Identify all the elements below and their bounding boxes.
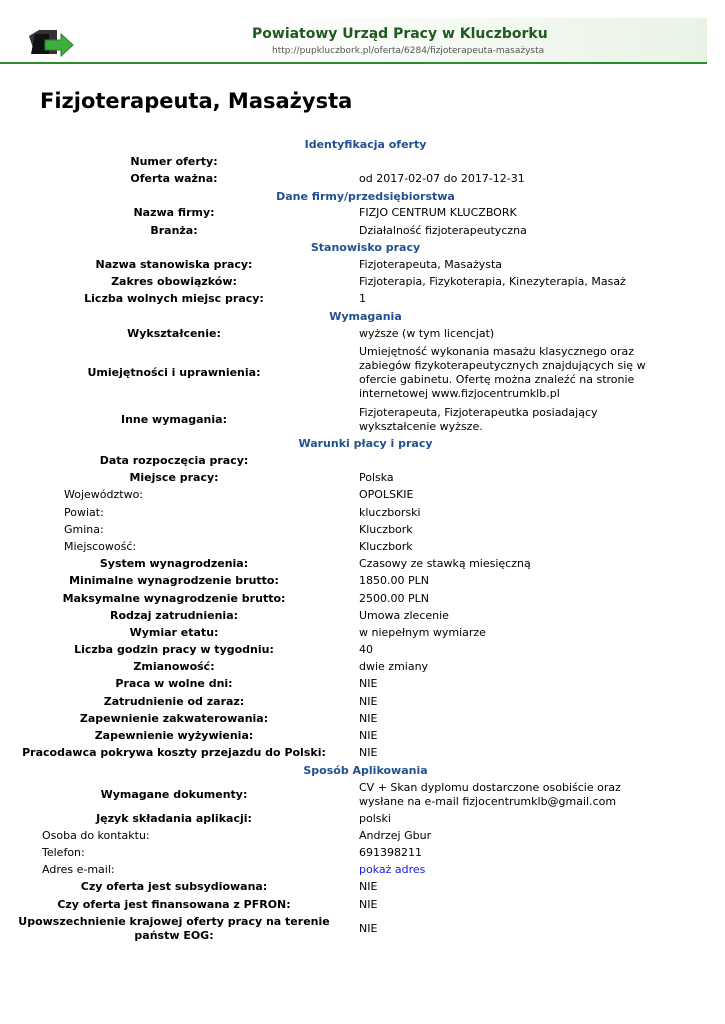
field-label: Rodzaj zatrudnienia:	[109, 608, 239, 622]
field-label: Czy oferta jest finansowana z PFRON:	[57, 897, 291, 911]
site-header	[0, 18, 707, 64]
offer-row	[0, 573, 725, 590]
field-label: Czy oferta jest subsydiowana:	[80, 880, 268, 894]
field-label: Język składania aplikacji:	[96, 811, 252, 825]
field-value: wyższe (w tym licencjat)	[359, 326, 495, 340]
offer-row	[0, 291, 725, 308]
offer-row	[0, 642, 725, 659]
offer-row	[0, 521, 725, 538]
field-value: Umowa zlecenie	[359, 608, 449, 622]
offer-row	[0, 827, 725, 844]
field-value: FIZJO CENTRUM KLUCZBORK	[359, 206, 517, 220]
field-label: Osoba do kontaktu:	[42, 828, 150, 842]
field-label: Adres e-mail:	[42, 863, 115, 877]
field-label: Zapewnienie wyżywienia:	[94, 729, 254, 743]
field-label: Zapewnienie zakwaterowania:	[79, 711, 269, 725]
field-value: NIE	[359, 677, 378, 691]
field-label: Nazwa firmy:	[133, 206, 215, 220]
offer-row	[0, 470, 725, 487]
offer-row	[0, 404, 725, 435]
page-url: http://pupkluczbork.pl/oferta/6284/fizjoterapeuta-masażysta	[272, 46, 545, 56]
offer-row	[0, 153, 725, 170]
field-label: Zatrudnienie od zaraz:	[103, 694, 245, 708]
field-label: Liczba godzin pracy w tygodniu:	[74, 643, 274, 657]
field-value: Kluczbork	[359, 539, 413, 553]
field-value: od 2017-02-07 do 2017-12-31	[359, 171, 525, 185]
field-value: OPOLSKIE	[359, 488, 414, 502]
field-value: CV + Skan dyplomu dostarczone osobiście oraz wysłane na e-mail fizjocentrumklb@gmail.com	[359, 780, 621, 808]
field-value: Andrzej Gbur	[359, 828, 432, 842]
offer-row	[0, 862, 725, 879]
field-value: NIE	[359, 746, 378, 760]
offer-row	[0, 676, 725, 693]
field-value: NIE	[359, 897, 378, 911]
field-label: Wykształcenie:	[127, 326, 221, 340]
field-label: Numer oferty:	[130, 154, 218, 168]
section-heading: Stanowisko pracy	[310, 241, 421, 255]
offer-row	[0, 487, 725, 504]
field-value: Kluczbork	[359, 522, 413, 536]
site-name[interactable]: Powiatowy Urząd Pracy w Kluczborku	[252, 26, 548, 42]
section-heading: Sposób Aplikowania	[303, 763, 428, 777]
field-value: 40	[359, 643, 373, 657]
offer-row	[0, 844, 725, 861]
field-value: NIE	[359, 880, 378, 894]
field-value: polski	[359, 811, 391, 825]
field-label: Województwo:	[64, 488, 144, 502]
field-label: Nazwa stanowiska pracy:	[95, 257, 253, 271]
field-value: Polska	[359, 471, 394, 485]
field-value: 1850.00 PLN	[359, 574, 429, 588]
field-label: Umiejętności i uprawnienia:	[87, 366, 261, 380]
field-label: Minimalne wynagrodzenie brutto:	[69, 574, 279, 588]
field-value: Fizjoterapia, Fizykoterapia, Kinezyterapia, Masaż	[359, 275, 626, 289]
section-heading: Warunki płacy i pracy	[298, 437, 433, 451]
offer-row	[0, 222, 725, 239]
field-value: Czasowy ze stawką miesięczną	[359, 557, 531, 571]
field-label: Inne wymagania:	[121, 412, 227, 426]
field-value: Działalność fizjoterapeutyczna	[359, 223, 527, 237]
field-value: NIE	[359, 729, 378, 743]
field-value: kluczborski	[359, 505, 421, 519]
field-value: Fizjoterapeuta, Masażysta	[359, 257, 503, 271]
offer-row	[0, 879, 725, 896]
offer-row	[0, 810, 725, 827]
field-label: Maksymalne wynagrodzenie brutto:	[62, 591, 286, 605]
field-label: Branża:	[150, 223, 198, 237]
offer-row	[0, 205, 725, 222]
field-label: Powiat:	[64, 505, 104, 519]
offer-row	[0, 590, 725, 607]
field-value: 1	[359, 292, 366, 306]
section-heading: Dane firmy/przedsiębiorstwa	[276, 189, 455, 203]
field-label: Miejscowość:	[64, 539, 137, 553]
offer-row	[0, 607, 725, 624]
field-label: System wynagrodzenia:	[99, 557, 249, 571]
field-label: Zakres obowiązków:	[111, 275, 237, 289]
field-value: dwie zmiany	[359, 660, 429, 674]
offer-row	[0, 556, 725, 573]
field-label: Zmianowość:	[133, 660, 215, 674]
offer-row	[0, 779, 725, 810]
field-label: Praca w wolne dni:	[115, 677, 233, 691]
field-label: Miejsce pracy:	[129, 471, 219, 485]
offer-row	[0, 342, 725, 404]
offer-table	[0, 136, 725, 944]
field-label: Data rozpoczęcia pracy:	[99, 454, 249, 468]
logo-arrow-icon	[27, 26, 75, 58]
field-label: Oferta ważna:	[130, 171, 218, 185]
show-email-link[interactable]: pokaż adres	[359, 863, 426, 877]
offer-row	[0, 710, 725, 727]
field-value: NIE	[359, 921, 378, 935]
offer-row	[0, 693, 725, 710]
field-label: Gmina:	[64, 522, 104, 536]
field-value: Fizjoterapeuta, Fizjoterapeutka posiadający wykształcenie wyższe.	[359, 405, 598, 433]
field-label: Upowszechnienie krajowej oferty pracy na terenie państw EOG:	[18, 914, 330, 942]
offer-row	[0, 745, 725, 762]
offer-row	[0, 256, 725, 273]
offer-row	[0, 325, 725, 342]
section-heading: Wymagania	[329, 309, 402, 323]
offer-row	[0, 452, 725, 469]
field-value: 2500.00 PLN	[359, 591, 429, 605]
field-value: 691398211	[359, 845, 422, 859]
offer-row	[0, 274, 725, 291]
offer-row	[0, 170, 725, 187]
offer-row	[0, 727, 725, 744]
page-title: Fizjoterapeuta, Masażysta	[40, 89, 353, 113]
offer-row	[0, 624, 725, 641]
field-value: NIE	[359, 694, 378, 708]
field-label: Liczba wolnych miejsc pracy:	[84, 292, 264, 306]
offer-row	[0, 504, 725, 521]
field-label: Wymiar etatu:	[129, 625, 219, 639]
offer-row	[0, 896, 725, 913]
field-label: Telefon:	[42, 845, 85, 859]
field-label: Wymagane dokumenty:	[100, 787, 248, 801]
offer-row	[0, 659, 725, 676]
field-value: NIE	[359, 711, 378, 725]
field-label: Pracodawca pokrywa koszty przejazdu do Polski:	[22, 746, 326, 760]
offer-row	[0, 913, 725, 944]
offer-row	[0, 538, 725, 555]
field-value: w niepełnym wymiarze	[359, 625, 486, 639]
section-heading: Identyfikacja oferty	[304, 138, 427, 151]
field-value: Umiejętność wykonania masażu klasycznego oraz zabiegów fizykoterapeutycznych znajdujących się w ofercie gabinetu. Ofertę można znaleźć na stronie internetowej www.fizjocentrumklb.pl	[359, 345, 646, 401]
